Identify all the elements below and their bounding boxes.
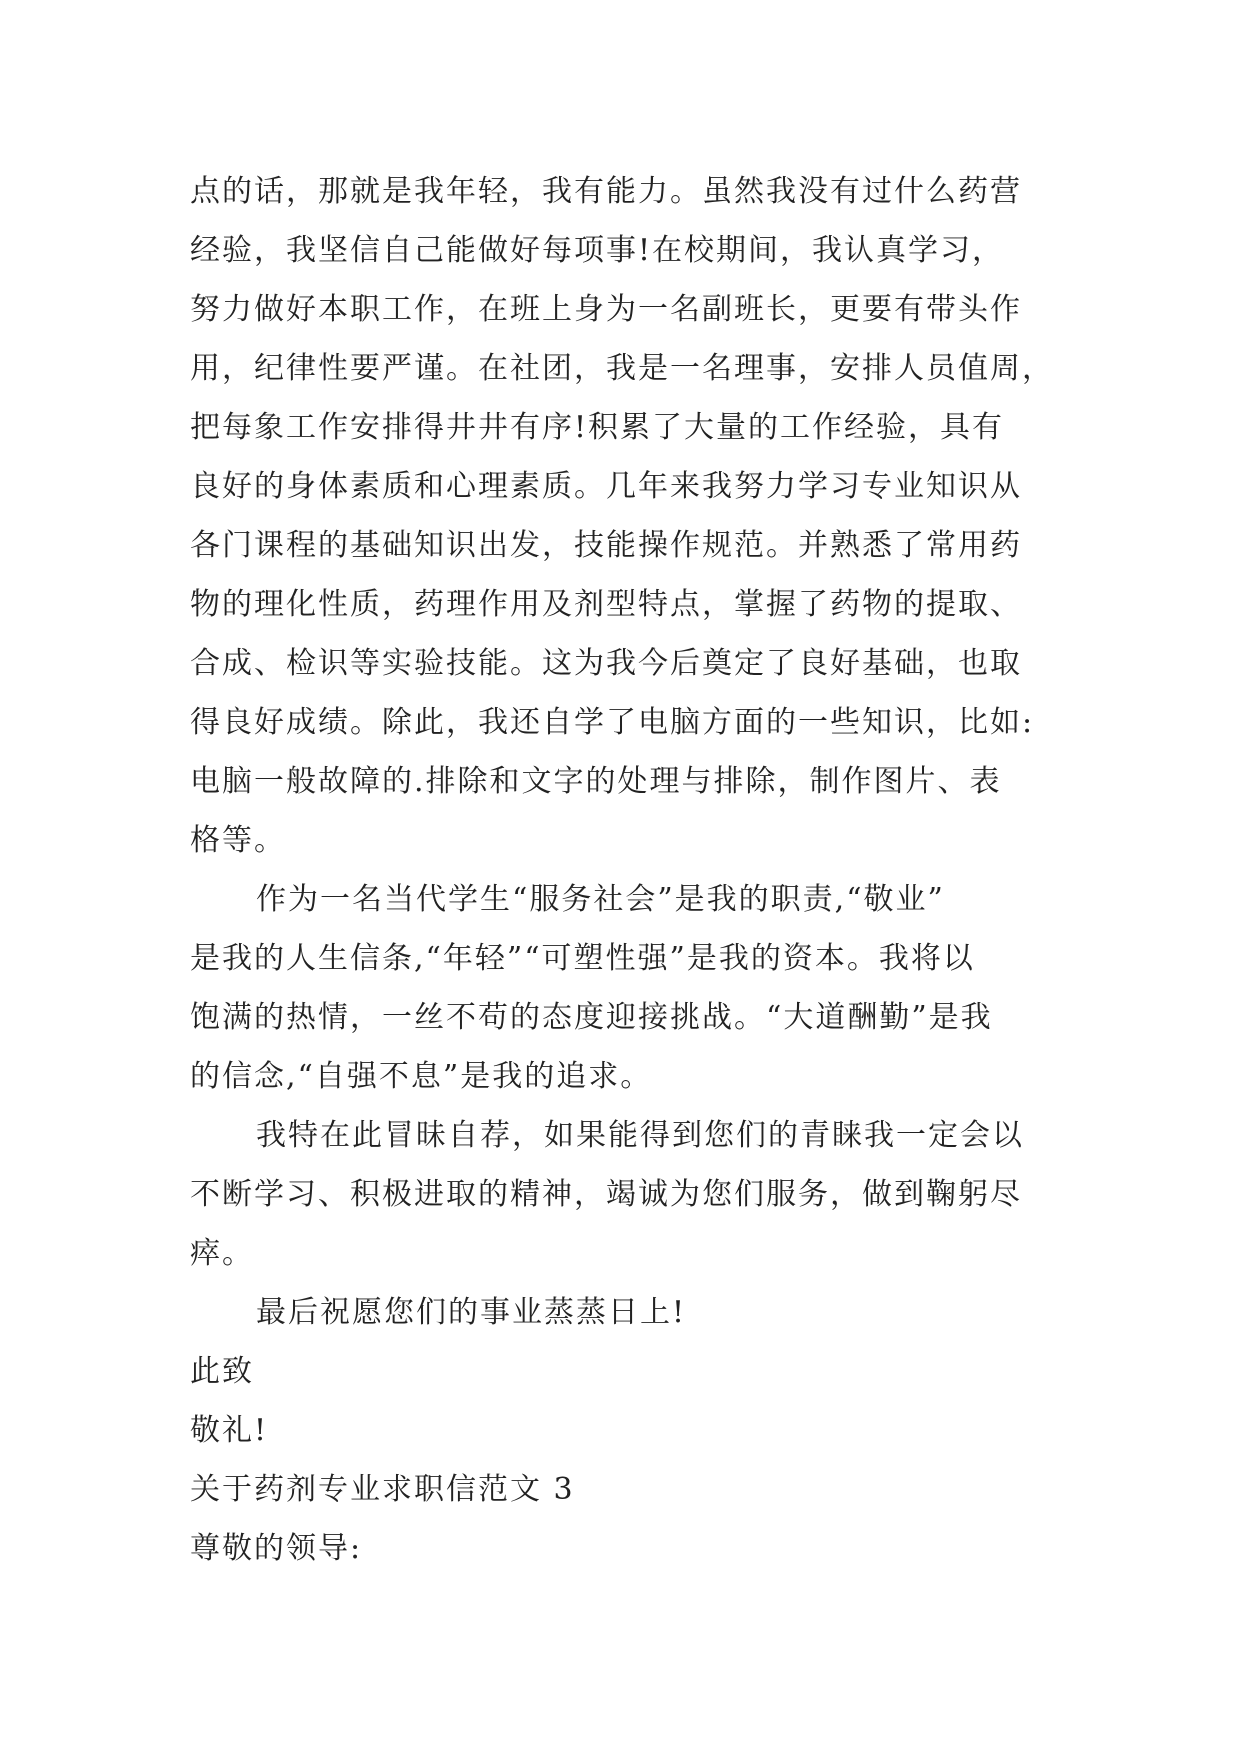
closing-salutation: 此致 [190,1354,254,1389]
text-line: 的信念,“自强不息”是我的追求。 [190,1059,653,1094]
text-line: 努力做好本职工作，在班上身为一名副班长，更要有带头作 [190,292,1022,327]
text-line: 合成、检识等实验技能。这为我今后奠定了良好基础，也取 [190,646,1022,681]
text-line: 经验，我坚信自己能做好每项事!在校期间，我认真学习， [190,233,1005,268]
text-line: 格等。 [190,823,286,858]
text-line: 良好的身体素质和心理素质。几年来我努力学习专业知识从 [190,469,1022,504]
text-line: 我特在此冒昧自荐，如果能得到您们的青睐我一定会以 [256,1118,1024,1153]
paragraph-self-introduction [190,162,1070,870]
text-line: 物的理化性质，药理作用及剂型特点，掌握了药物的提取、 [190,587,1022,622]
section-title: 关于药剂专业求职信范文 3 [190,1472,575,1507]
closing-wish: 最后祝愿您们的事业蒸蒸日上! [256,1295,687,1330]
text-line: 点的话，那就是我年轻，我有能力。虽然我没有过什么药营 [190,174,1022,209]
text-line: 饱满的热情，一丝不苟的态度迎接挑战。“大道酬勤”是我 [190,1000,993,1035]
text-line: 不断学习、积极进取的精神，竭诚为您们服务，做到鞠躬尽 [190,1177,1022,1212]
text-line: 各门课程的基础知识出发，技能操作规范。并熟悉了常用药 [190,528,1022,563]
text-line: 得良好成绩。除此，我还自学了电脑方面的一些知识，比如: [190,705,1035,740]
text-line: 作为一名当代学生“服务社会”是我的职责,“敬业” [256,882,945,917]
text-line: 用，纪律性要严谨。在社团，我是一名理事，安排人员值周， [190,351,1054,386]
document-body [190,162,1070,1578]
paragraph-values [190,870,1070,1106]
paragraph-recommendation [190,1106,1070,1283]
text-line: 是我的人生信条,“年轻”“可塑性强”是我的资本。我将以 [190,941,975,976]
text-line: 瘁。 [190,1236,254,1271]
closing-regards: 敬礼! [190,1413,269,1448]
text-line: 电脑一般故障的.排除和文字的处理与排除，制作图片、表 [190,764,1002,799]
letter-salutation: 尊敬的领导: [190,1531,363,1566]
text-line: 把每象工作安排得井井有序!积累了大量的工作经验，具有 [190,410,1005,445]
